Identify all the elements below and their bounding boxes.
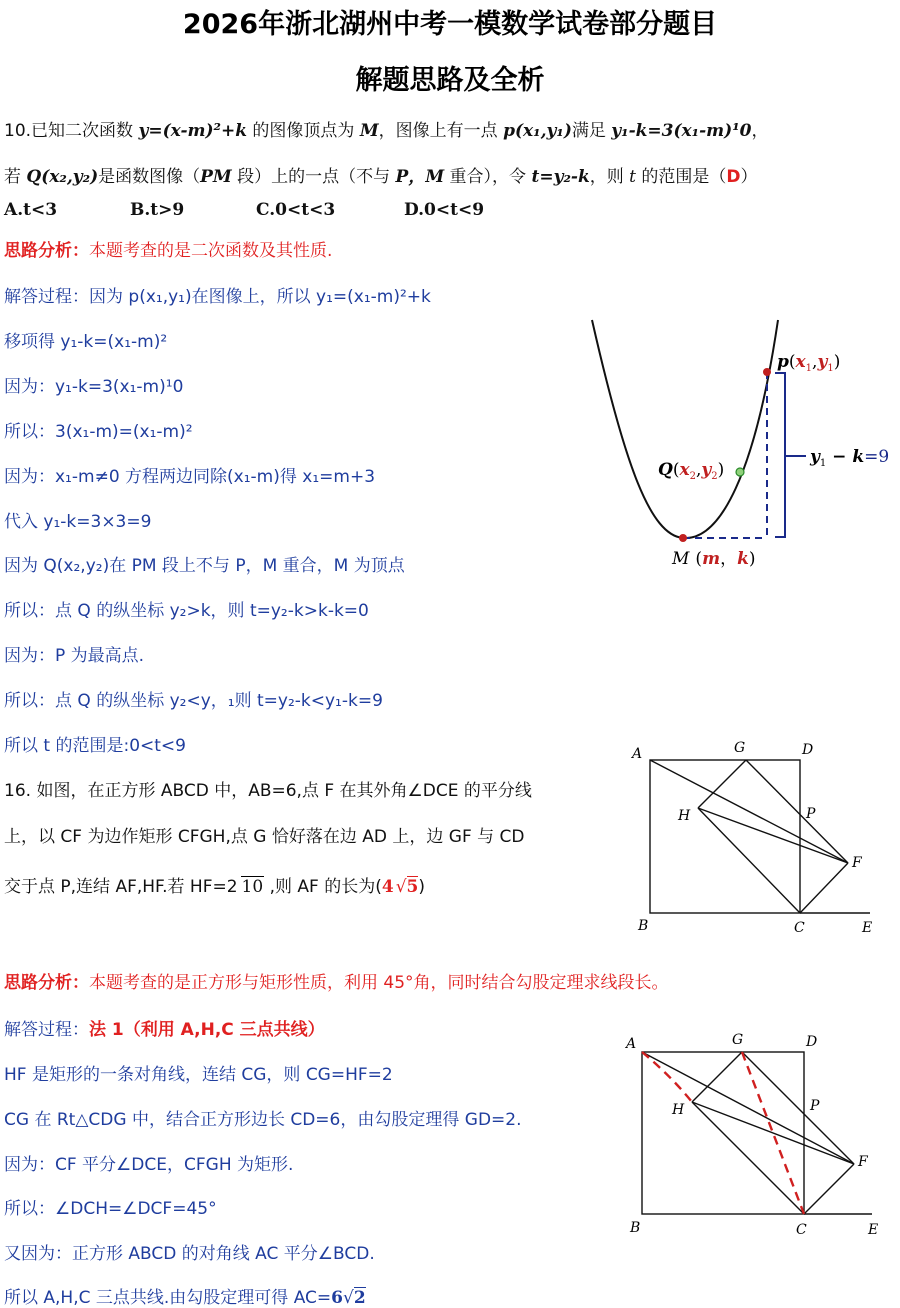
analysis-label: 思路分析： <box>4 241 89 261</box>
q10-t-def: t=y₂-k <box>531 167 590 187</box>
q16-answer-radicand: 5 <box>406 877 419 897</box>
q10-answer: D <box>726 167 741 187</box>
analysis-text: 本题考查的是正方形与矩形性质，利用 45°角，同时结合勾股定理求线段长。 <box>89 973 669 993</box>
segment-hf <box>698 808 848 863</box>
q10-step: 因为：P 为最高点. <box>4 646 145 666</box>
analysis-label: 思路分析： <box>4 973 89 993</box>
label-q: $Q(x_2,y_2)$ <box>658 460 725 482</box>
analysis-text: 本题考查的是二次函数及其性质. <box>89 241 333 261</box>
q10-condition: y₁-k=3(x₁-m)¹0 <box>611 121 752 141</box>
label-c: C <box>794 920 805 936</box>
q10-text: 段）上的一点（不与 <box>231 167 396 187</box>
q10-step: 所以：3(x₁-m)=(x₁-m)² <box>4 422 193 442</box>
sqrt-coef: 6 <box>331 1288 343 1308</box>
q16-step: 因为：CF 平分∠DCE，CFGH 为矩形. <box>4 1155 294 1175</box>
label-f: F <box>858 1154 868 1170</box>
q10-text: 10.已知二次函数 <box>4 121 139 141</box>
q16-process <box>4 1015 325 1040</box>
q10-text: ，图像上有一点 <box>378 121 504 141</box>
point-q <box>736 468 744 476</box>
q10-step: 因为：y₁-k=3(x₁-m)¹0 <box>4 377 184 397</box>
segment-gh <box>698 760 746 808</box>
segment-fg <box>746 760 848 863</box>
q10-step: 因为 Q(x₂,y₂)在 PM 段上不与 P，M 重合，M 为顶点 <box>4 556 405 576</box>
page-title: 2026年浙北湖州中考一模数学试卷部分题目 <box>182 9 718 40</box>
q16-step: HF 是矩形的一条对角线，连结 CG，则 CG=HF=2 <box>4 1065 393 1085</box>
q10-options <box>4 200 484 220</box>
label-p: P <box>810 1098 820 1114</box>
sqrt-radicand: 2 <box>353 1288 366 1308</box>
q10-text: 的范围是（ <box>635 167 727 187</box>
q10-text: 是函数图像（ <box>98 167 201 187</box>
label-g: G <box>734 740 746 756</box>
label-h: H <box>678 808 691 824</box>
q16-text: ,则 AF 的长为( <box>264 877 382 897</box>
q16-stem-line1: 16. 如图，在正方形 ABCD 中，AB=6,点 F 在其外角∠DCE 的平分线 <box>4 781 532 801</box>
q16-step-last: 所以 A,H,C 三点共线.由勾股定理可得 AC=6√2 <box>4 1288 366 1308</box>
option-b: B.t>9 <box>130 200 185 220</box>
parabola-curve <box>592 320 778 538</box>
label-yk: $y_1 - k=9$ <box>810 447 890 469</box>
q10-text: 满足 <box>571 121 612 141</box>
q16-step-text: 所以 A,H,C 三点共线.由勾股定理可得 AC= <box>4 1288 332 1308</box>
label-b: B <box>630 1220 641 1236</box>
segment-fg <box>742 1052 854 1164</box>
label-d: D <box>802 742 814 758</box>
q10-point-q: Q(x₂,y₂) <box>26 167 99 187</box>
point-m <box>679 534 687 542</box>
bracket <box>775 373 785 537</box>
label-p: $p(x_1,y_1)$ <box>777 352 841 374</box>
point-p <box>763 368 771 376</box>
q10-step: 所以：点 Q 的纵坐标 y₂<y，₁则 t=y₂-k<y₁-k=9 <box>4 691 383 711</box>
label-d: D <box>806 1034 818 1050</box>
square-figure-1 <box>620 730 890 945</box>
q10-text: 的图像顶点为 <box>247 121 360 141</box>
segment-gh <box>692 1052 742 1102</box>
label-e: E <box>868 1222 879 1238</box>
q16-text: 交于点 P,连结 AF,HF.若 HF=2 <box>4 877 238 897</box>
q10-vertex: M <box>359 121 379 141</box>
segment-hf <box>692 1102 854 1164</box>
segment-hc <box>698 808 800 913</box>
q10-t: t <box>629 167 636 187</box>
method-label: 法 1（利用 A,H,C 三点共线） <box>89 1020 325 1040</box>
q10-analysis <box>4 236 332 261</box>
label-a: A <box>626 1036 637 1052</box>
q10-text: 重合），令 <box>444 167 532 187</box>
segment-hc <box>692 1102 804 1214</box>
label-m: M (m，k) <box>672 549 756 569</box>
process-label: 解答过程： <box>4 1020 89 1040</box>
q10-stem-line2 <box>4 162 758 187</box>
label-c: C <box>796 1222 807 1238</box>
q10-segment: PM <box>200 167 232 187</box>
label-b: B <box>638 918 649 934</box>
page-subtitle: 解题思路及全析 <box>355 65 545 96</box>
q10-endpoints: P，M <box>395 167 445 187</box>
segment-cf <box>800 863 848 913</box>
label-p: P <box>806 806 816 822</box>
option-a: A.t<3 <box>4 200 58 220</box>
q10-step: 所以 t 的范围是:0<t<9 <box>4 736 186 756</box>
label-a: A <box>632 746 643 762</box>
option-d: D.0<t<9 <box>404 200 485 220</box>
q10-text: 若 <box>4 167 27 187</box>
sqrt-radicand: 10 <box>241 877 264 897</box>
option-c: C.0<t<3 <box>256 200 336 220</box>
q10-function: y=(x-m)²+k <box>138 121 248 141</box>
square-figure-2 <box>620 1030 890 1245</box>
q16-answer-coef: 4 <box>381 877 394 897</box>
q10-step: 解答过程：因为 p(x₁,y₁)在图像上，所以 y₁=(x₁-m)²+k <box>4 287 431 307</box>
q16-stem-line2: 上，以 CF 为边作矩形 CFGH,点 G 恰好落在边 AD 上，边 GF 与 CD <box>4 827 525 847</box>
q10-step: 代入 y₁-k=3×3=9 <box>4 512 152 532</box>
q16-analysis <box>4 968 669 993</box>
dashed-ah <box>642 1052 692 1102</box>
label-g: G <box>732 1032 744 1048</box>
parabola-figure <box>580 315 890 580</box>
q16-step: CG 在 Rt△CDG 中，结合正方形边长 CD=6，由勾股定理得 GD=2. <box>4 1110 522 1130</box>
q10-text: ， <box>751 121 769 141</box>
q10-step: 移项得 y₁-k=(x₁-m)² <box>4 332 168 352</box>
q10-stem-line1 <box>4 116 768 141</box>
label-h: H <box>672 1102 685 1118</box>
q16-step: 又因为：正方形 ABCD 的对角线 AC 平分∠BCD. <box>4 1244 375 1264</box>
q16-stem-line3: 交于点 P,连结 AF,HF.若 HF=2 10 ,则 AF 的长为(4 √5) <box>4 877 426 897</box>
label-f: F <box>852 855 862 871</box>
q16-text: ) <box>418 877 426 897</box>
q10-step: 所以：点 Q 的纵坐标 y₂>k，则 t=y₂-k>k-k=0 <box>4 601 369 621</box>
q16-step: 所以：∠DCH=∠DCF=45° <box>4 1199 217 1219</box>
q10-point-p: p(x₁,y₁) <box>503 121 572 141</box>
q10-step: 因为：x₁-m≠0 方程两边同除(x₁-m)得 x₁=m+3 <box>4 467 376 487</box>
segment-cf <box>804 1164 854 1214</box>
label-e: E <box>862 920 873 936</box>
q10-text: ，则 <box>589 167 630 187</box>
q10-text: ） <box>740 167 758 187</box>
